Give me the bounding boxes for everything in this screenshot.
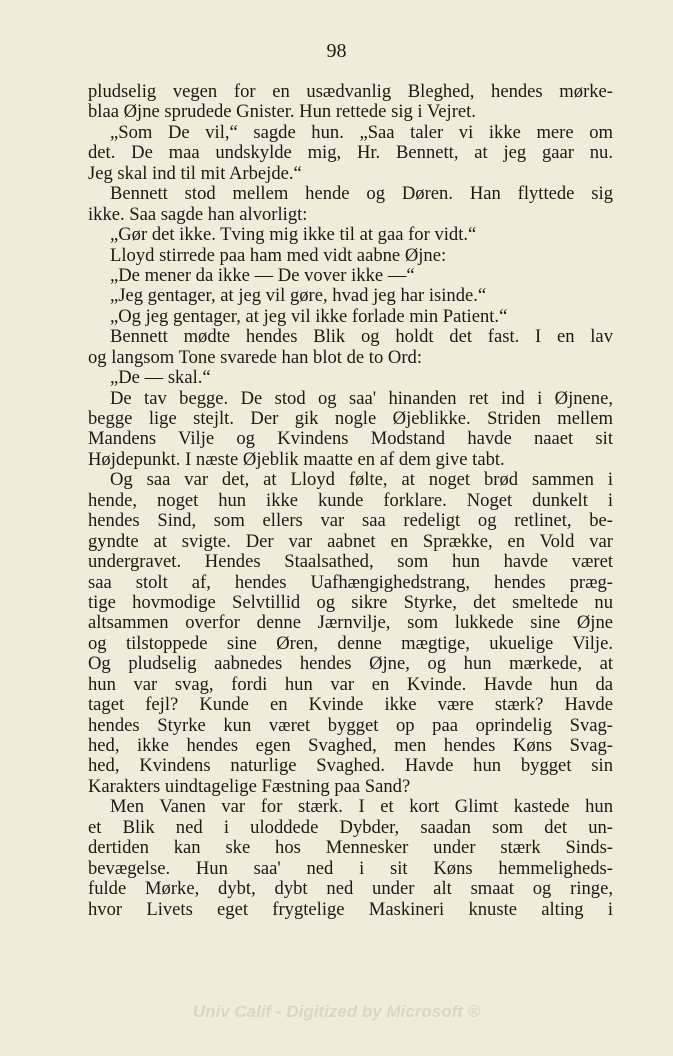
text-line: hed, ikke hendes egen Svaghed, men hendes Køns Svag- bbox=[88, 735, 613, 756]
text-line: Og pludselig aabnedes hendes Øjne, og hun mærkede, at bbox=[88, 653, 613, 675]
text-line: Og saa var det, at Lloyd følte, at noget brød sammen i bbox=[110, 469, 613, 491]
text-line: bevægelse. Hun saa' ned i sit Køns hemmeligheds- bbox=[88, 857, 613, 879]
text-line: „Gør det ikke. Tving mig ikke til at gaa for vidt.“ bbox=[110, 224, 477, 246]
text-line: „De — skal.“ bbox=[110, 367, 211, 389]
text-line: altsammen overfor denne Jærnvilje, som lukkede sine Øjne bbox=[88, 612, 613, 634]
text-line: begge lige stejlt. Der gik nogle Øjeblikke. Striden mellem bbox=[88, 408, 613, 429]
text-line: saa stolt af, hendes Uafhængighedstrang, hendes præg- bbox=[88, 571, 613, 593]
body-text bbox=[88, 82, 613, 920]
text-line: Mandens Vilje og Kvindens Modstand havde naaet sit bbox=[88, 428, 613, 450]
text-line: hvor Livets eget frygtelige Maskineri knuste alting i bbox=[88, 898, 613, 920]
page-number: 98 bbox=[326, 40, 347, 62]
text-line: De tav begge. De stod og saa' hinanden ret ind i Øjnene, bbox=[110, 387, 613, 409]
digitization-watermark: Univ Calif - Digitized by Microsoft ® bbox=[192, 1002, 481, 1021]
text-line: ikke. Saa sagde han alvorligt: bbox=[88, 203, 308, 225]
text-line: hende, noget hun ikke kunde forklare. Noget dunkelt i bbox=[88, 489, 613, 511]
text-line: dertiden kan ske hos Mennesker under stærk Sinds- bbox=[88, 837, 613, 859]
text-line: gyndte at svigte. Der var aabnet en Sprække, en Vold var bbox=[88, 530, 613, 552]
text-line: et Blik ned i uloddede Dybder, saadan som det un- bbox=[88, 816, 613, 838]
text-line: taget fejl? Kunde en Kvinde ikke være stærk? Havde bbox=[88, 694, 613, 716]
text-line: Karakters uindtagelige Fæstning paa Sand? bbox=[88, 775, 411, 797]
text-line: „Jeg gentager, at jeg vil gøre, hvad jeg har isinde.“ bbox=[110, 285, 487, 307]
text-line: undergravet. Hendes Staalsathed, som hun havde været bbox=[88, 551, 613, 573]
text-line: Jeg skal ind til mit Arbejde.“ bbox=[88, 162, 302, 184]
text-line: det. De maa undskylde mig, Hr. Bennett, at jeg gaar nu. bbox=[88, 142, 613, 164]
text-line: Lloyd stirrede paa ham med vidt aabne Øjne: bbox=[110, 244, 447, 266]
text-line: „Og jeg gentager, at jeg vil ikke forlade min Patient.“ bbox=[110, 305, 508, 327]
text-line: fulde Mørke, dybt, dybt ned under alt smaat og ringe, bbox=[88, 878, 613, 900]
text-line: hed, Kvindens naturlige Svaghed. Havde hun bygget sin bbox=[88, 755, 613, 777]
text-line: Bennett mødte hendes Blik og holdt det fast. I en lav bbox=[110, 326, 613, 348]
text-line: Men Vanen var for stærk. I et kort Glimt kastede hun bbox=[110, 796, 613, 818]
text-line: blaa Øjne sprudede Gnister. Hun rettede sig i Vejret. bbox=[88, 101, 476, 123]
text-line: og langsom Tone svarede han blot de to Ord: bbox=[88, 346, 423, 368]
text-line: Højdepunkt. I næste Øjeblik maatte en af dem give tabt. bbox=[88, 448, 505, 470]
text-line: hun var svag, fordi hun var en Kvinde. Havde hun da bbox=[88, 673, 613, 695]
text-line: pludselig vegen for en usædvanlig Bleghed, hendes mørke- bbox=[88, 81, 613, 102]
text-line: tige hovmodige Selvtillid og sikre Styrke, det smeltede nu bbox=[88, 591, 613, 613]
text-line: „Som De vil,“ sagde hun. „Saa taler vi ikke mere om bbox=[110, 121, 613, 143]
text-line: „De mener da ikke — De vover ikke —“ bbox=[110, 264, 415, 286]
text-line: Bennett stod mellem hende og Døren. Han flyttede sig bbox=[110, 183, 613, 205]
text-line: hendes Sind, som ellers var saa redeligt og retlinet, be- bbox=[88, 510, 613, 532]
text-line: og tilstoppede sine Øren, denne mægtige, ukuelige Vilje. bbox=[88, 632, 613, 654]
text-line: hendes Styrke kun været bygget op paa oprindelig Svag- bbox=[88, 714, 613, 736]
